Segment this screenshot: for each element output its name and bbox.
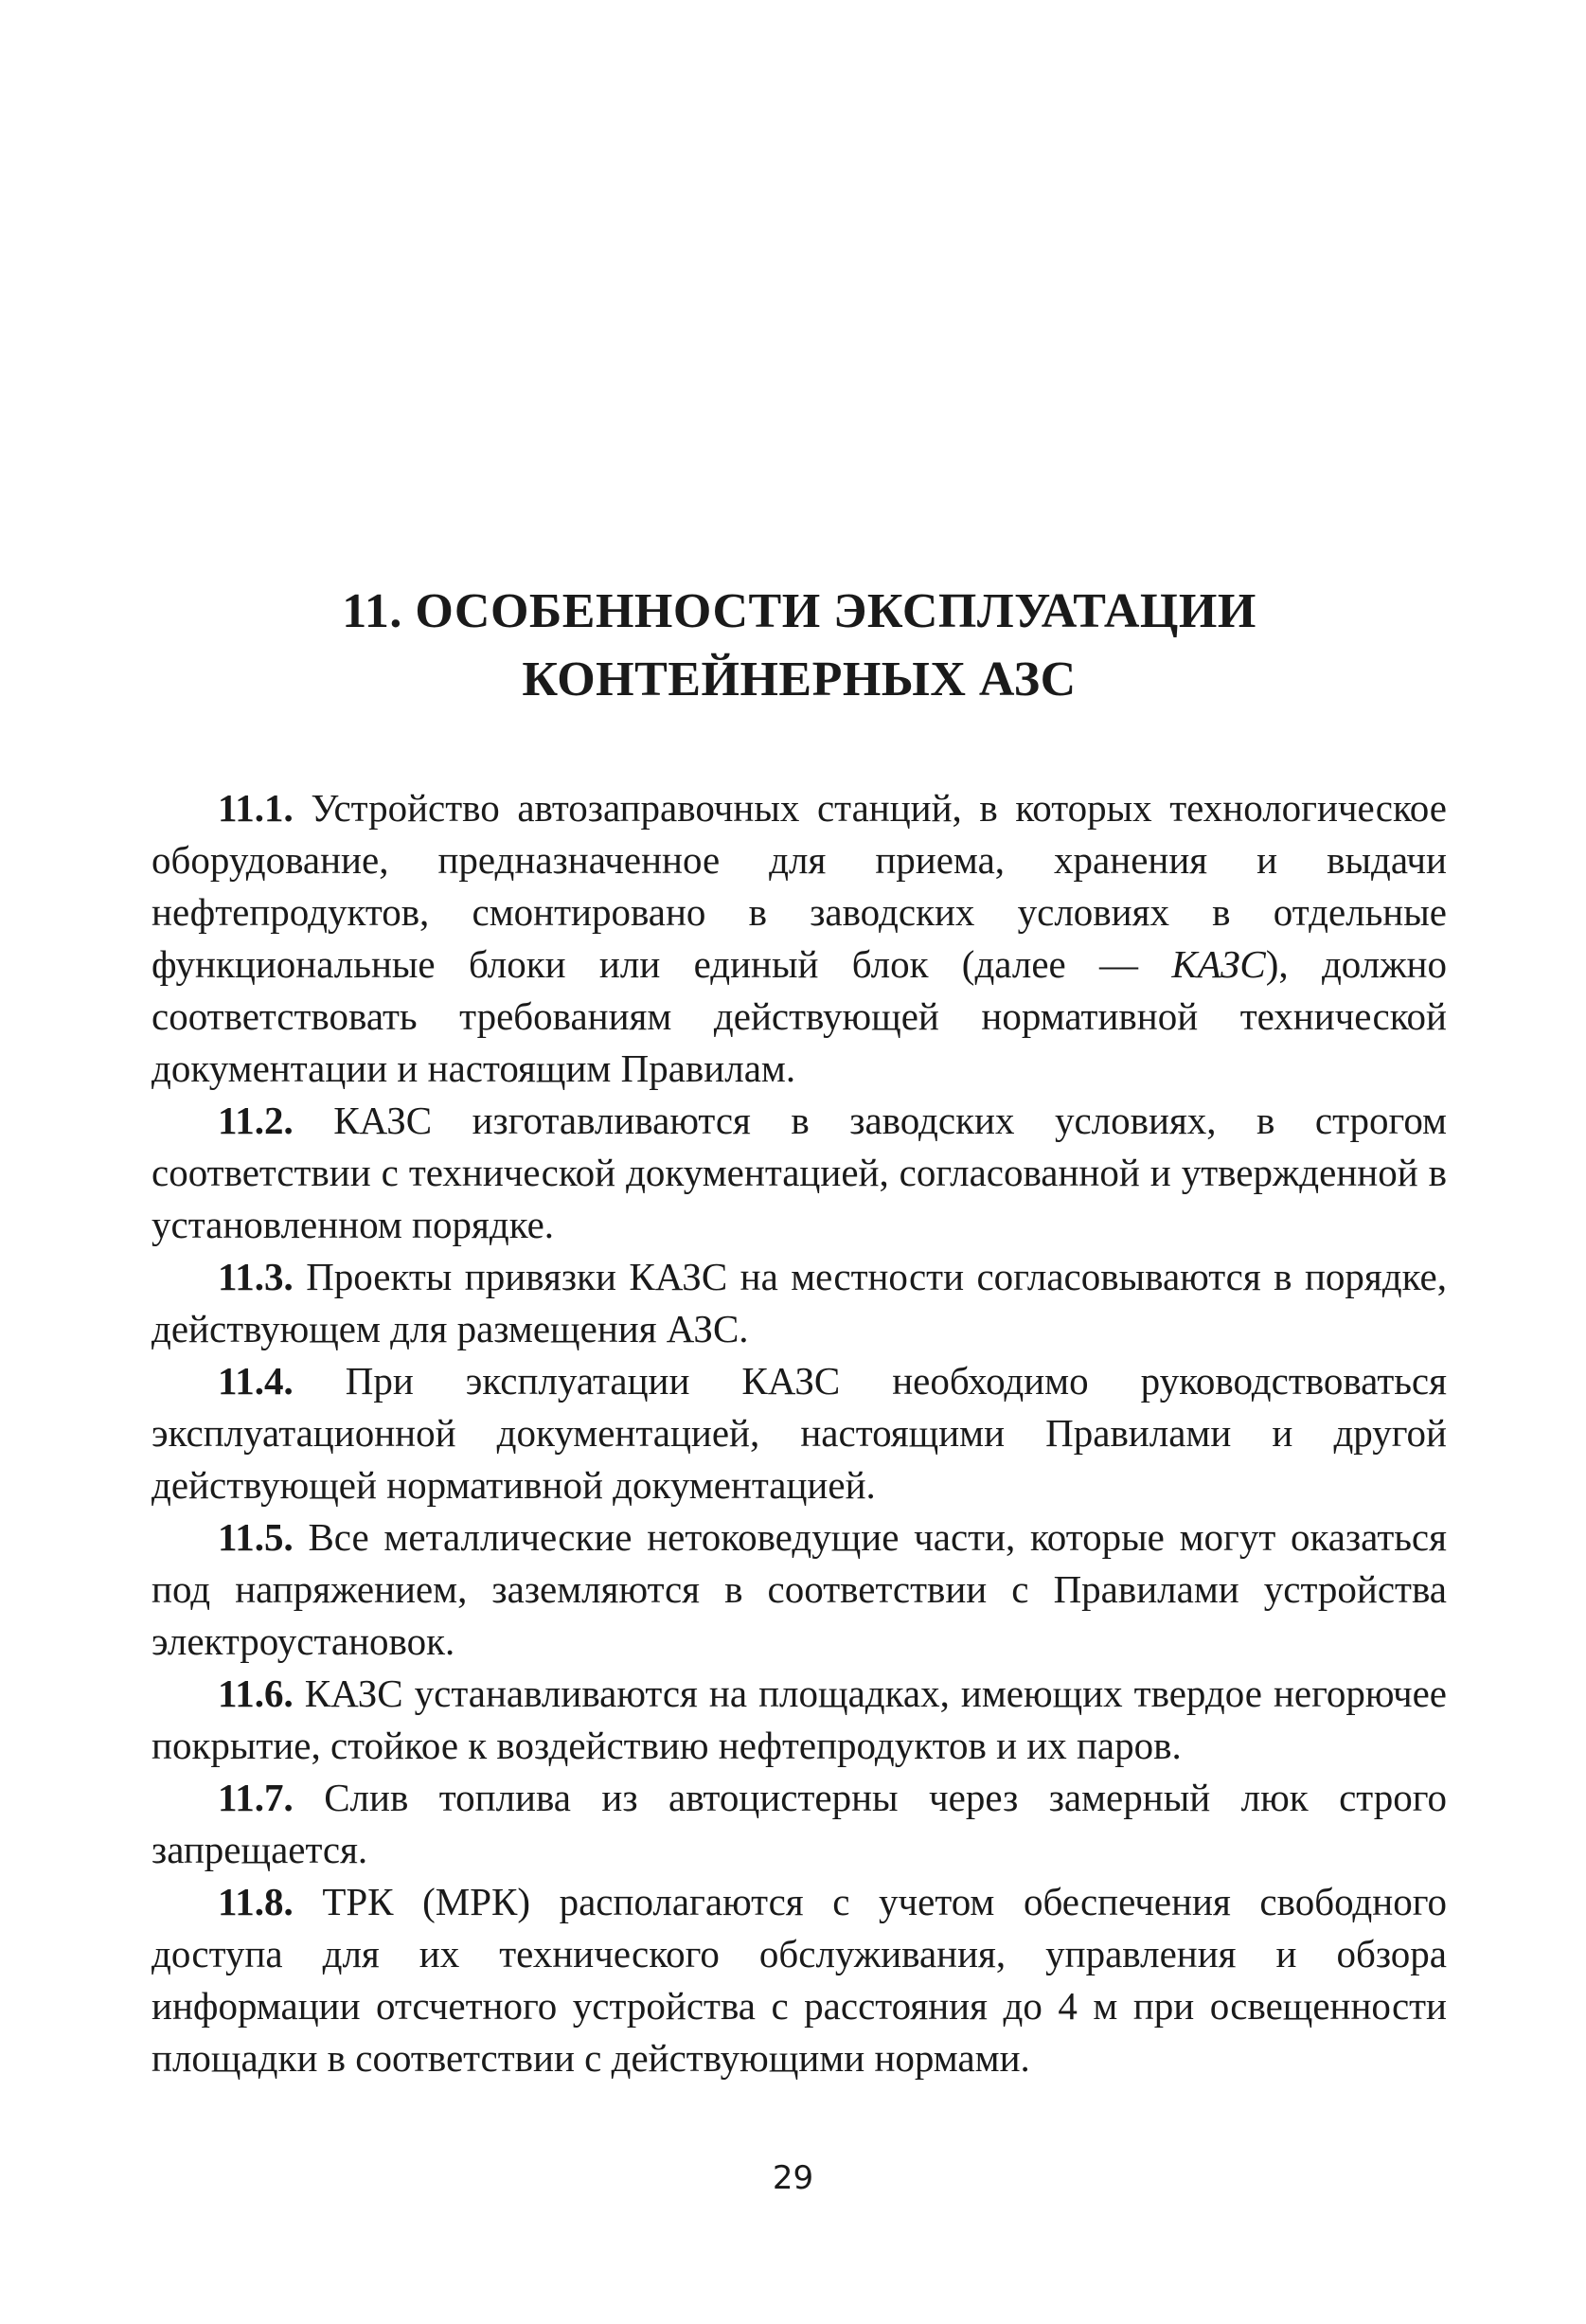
page-content bbox=[151, 578, 1447, 2084]
clause-term-italic: КАЗС bbox=[1171, 942, 1266, 986]
clause-text: При эксплуатации КАЗС необходимо руководствоваться эксплуатационной документацией, настоящими Правилами и другой действующей нормативной документацией. bbox=[151, 1359, 1447, 1507]
clause-11-1 bbox=[151, 782, 1447, 1095]
clause-number: 11.3. bbox=[218, 1255, 294, 1298]
chapter-title bbox=[151, 578, 1447, 714]
clause-text: КАЗС изготавливаются в заводских условиях, в строгом соответствии с технической документацией, согласованной и утвержденной в установленном порядке. bbox=[151, 1099, 1447, 1246]
clause-number: 11.7. bbox=[218, 1776, 294, 1819]
clause-text: Проекты привязки КАЗС на местности согласовываются в порядке, действующем для размещения АЗС. bbox=[151, 1255, 1447, 1350]
clause-11-8 bbox=[151, 1876, 1447, 2084]
chapter-title-line-2: КОНТЕЙНЕРНЫХ АЗС bbox=[522, 653, 1077, 706]
clause-11-4 bbox=[151, 1355, 1447, 1511]
clause-number: 11.4. bbox=[218, 1359, 294, 1403]
page-number: 29 bbox=[772, 2159, 814, 2197]
clause-text-end: ), должно соответствовать требованиям действующей нормативной технической документации и настоящим Правилам. bbox=[151, 942, 1447, 1090]
clause-number: 11.1. bbox=[218, 786, 294, 830]
clause-text: КАЗС устанавливаются на площадках, имеющих твердое негорючее покрытие, стойкое к воздействию нефтепродуктов и их паров. bbox=[151, 1671, 1447, 1767]
clause-text: ТРК (МРК) располагаются с учетом обеспечения свободного доступа для их технического обслуживания, управления и обзора информации отсчетного устройства с расстояния до 4 м при освещенности площадки в соответствии с действующими нормами. bbox=[151, 1880, 1447, 2080]
clause-11-3 bbox=[151, 1251, 1447, 1355]
chapter-title-line-1: 11. ОСОБЕННОСТИ ЭКСПЛУАТАЦИИ bbox=[342, 584, 1256, 638]
clause-11-2 bbox=[151, 1095, 1447, 1251]
clause-number: 11.2. bbox=[218, 1099, 294, 1142]
clause-number: 11.6. bbox=[218, 1671, 294, 1715]
clause-text: Устройство автозаправочных станций, в которых технологическое оборудование, предназначенное для приема, хранения и выдачи нефтепродуктов, смонтировано в заводских условиях в отдельные функциональные блоки или единый блок (далее — bbox=[151, 786, 1447, 986]
clause-text: Слив топлива из автоцистерны через замерный люк строго запрещается. bbox=[151, 1776, 1447, 1871]
clause-number: 11.8. bbox=[218, 1880, 294, 1923]
clause-11-7 bbox=[151, 1772, 1447, 1876]
clause-11-6 bbox=[151, 1668, 1447, 1772]
clause-11-5 bbox=[151, 1511, 1447, 1668]
clause-text: Все металлические нетоковедущие части, которые могут оказаться под напряжением, заземляются в соответствии с Правилами устройства электроустановок. bbox=[151, 1515, 1447, 1663]
clause-number: 11.5. bbox=[218, 1515, 294, 1559]
